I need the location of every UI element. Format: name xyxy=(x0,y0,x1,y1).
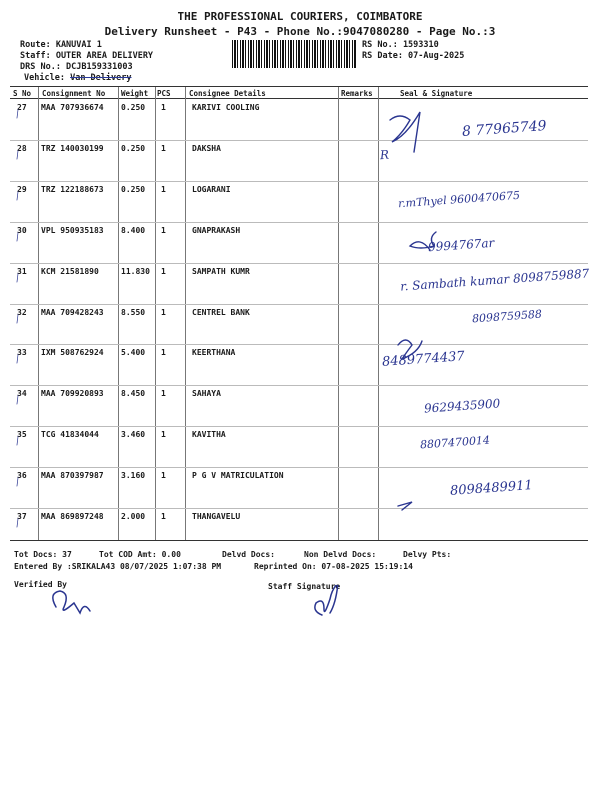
check-mark-icon: / xyxy=(14,272,22,284)
cell-consignment-no: MAA 709428243 xyxy=(41,307,104,317)
cell-pcs: 1 xyxy=(161,103,166,112)
handwritten-signature: R xyxy=(379,147,390,163)
col-divider xyxy=(38,87,39,540)
total-cod-amount: Tot COD Amt: 0.00 xyxy=(99,550,181,559)
cell-consignment-no: TRZ 140030199 xyxy=(41,143,104,153)
col-header-pcs: PCS xyxy=(157,89,171,98)
col-header-signature: Seal & Signature xyxy=(400,89,473,98)
cell-sno: 35 xyxy=(17,430,27,440)
delivered-docs: Delvd Docs: xyxy=(222,550,275,559)
cell-weight: 0.250 xyxy=(121,184,146,194)
table-top-border xyxy=(10,86,588,87)
cell-pcs: 1 xyxy=(161,348,166,358)
handwritten-signature: r. Sambath kumar 8098759887 xyxy=(399,266,590,294)
staff-signature-label: Staff Signature xyxy=(268,582,341,591)
cell-pcs: 1 xyxy=(161,143,166,153)
cell-consignee: KEERTHANA xyxy=(192,348,236,358)
check-mark-icon: / xyxy=(14,149,22,162)
cell-consignment-no: MAA 869897248 xyxy=(41,512,104,521)
cell-pcs: 1 xyxy=(161,307,166,317)
cell-consignee: LOGARANI xyxy=(192,184,231,194)
handwritten-signature: 9994767ar xyxy=(427,235,495,254)
cell-consignment-no: MAA 709920893 xyxy=(41,389,104,399)
cell-weight: 0.250 xyxy=(121,143,146,153)
signature-scribble xyxy=(398,502,412,510)
cell-consignee: DAKSHA xyxy=(192,143,221,153)
vehicle-label: Vehicle: xyxy=(24,73,65,83)
non-delivered-docs: Non Delvd Docs: xyxy=(304,550,377,559)
entered-by: Entered By :SRIKALA43 08/07/2025 1:07:38 PM xyxy=(14,562,222,571)
signature-scribble xyxy=(398,340,422,359)
cell-weight: 8.450 xyxy=(121,389,146,399)
cell-sno: 30 xyxy=(17,225,27,235)
staff: Staff: OUTER AREA DELIVERY xyxy=(20,51,154,61)
route: Route: KANUVAI 1 xyxy=(20,40,102,50)
cell-sno: 31 xyxy=(17,266,27,276)
cell-consignment-no: TRZ 122188673 xyxy=(41,184,104,194)
signature-scribble xyxy=(390,112,420,152)
col-header-remarks: Remarks xyxy=(341,89,373,98)
cell-consignee: SAMPATH KUMR xyxy=(192,266,250,276)
rs-date: RS Date: 07-Aug-2025 xyxy=(362,51,465,61)
cell-sno: 27 xyxy=(17,103,27,112)
check-mark-icon: / xyxy=(14,395,22,407)
cell-consignee: KARIVI COOLING xyxy=(192,103,260,112)
check-mark-icon: / xyxy=(14,313,22,325)
col-divider xyxy=(338,87,339,540)
cell-sno: 36 xyxy=(17,471,27,481)
cell-consignment-no: IXM 508762924 xyxy=(41,348,104,358)
staff-signature xyxy=(302,585,352,623)
table-bottom-border xyxy=(10,540,588,541)
col-header-weight: Weight xyxy=(121,89,149,98)
signature-scribble xyxy=(410,232,436,250)
total-docs: Tot Docs: 37 xyxy=(14,550,72,559)
cell-consignee: CENTREL BANK xyxy=(192,307,250,317)
delivery-points: Delvy Pts: xyxy=(403,550,452,559)
handwritten-signature: 8489774437 xyxy=(381,349,466,371)
cell-sno: 28 xyxy=(17,143,27,153)
cell-consignee: P G V MATRICULATION xyxy=(192,471,284,481)
cell-pcs: 1 xyxy=(161,512,166,521)
verifier-signature xyxy=(40,585,100,620)
cell-consignment-no: TCG 41834044 xyxy=(41,430,99,440)
check-mark-icon: / xyxy=(14,517,22,530)
barcode xyxy=(232,40,357,68)
handwritten-signature: 8807470014 xyxy=(419,433,491,452)
cell-weight: 3.160 xyxy=(121,471,146,481)
cell-consignee: KAVITHA xyxy=(192,430,226,440)
col-header-consignee: Consignee Details xyxy=(189,89,266,98)
cell-consignee: GNAPRAKASH xyxy=(192,225,241,235)
header-bottom-border xyxy=(10,98,588,99)
cell-weight: 8.400 xyxy=(121,225,146,235)
cell-weight: 3.460 xyxy=(121,430,146,440)
cell-pcs: 1 xyxy=(161,471,166,481)
runsheet-subtitle: Delivery Runsheet - P43 - Phone No.:9047080280 - Page No.:3 xyxy=(104,25,496,38)
handwritten-signature: 8098759588 xyxy=(471,307,543,325)
cell-sno: 33 xyxy=(17,348,27,358)
cell-consignment-no: KCM 21581890 xyxy=(41,266,99,276)
company-title: THE PROFESSIONAL COURIERS, COIMBATORE xyxy=(177,10,423,23)
col-divider xyxy=(155,87,156,540)
check-mark-icon: / xyxy=(14,435,22,448)
cell-sno: 32 xyxy=(17,307,27,317)
reprinted-on: Reprinted On: 07-08-2025 15:19:14 xyxy=(254,562,413,571)
drs-number: DRS No.: DCJB159331003 xyxy=(20,62,133,72)
col-header-sno: S No xyxy=(13,89,32,98)
cell-pcs: 1 xyxy=(161,225,166,235)
rs-number: RS No.: 1593310 xyxy=(362,40,439,50)
check-mark-icon: / xyxy=(14,190,22,203)
cell-consignment-no: MAA 870397987 xyxy=(41,471,104,481)
cell-consignment-no: VPL 950935183 xyxy=(41,225,104,235)
cell-pcs: 1 xyxy=(161,389,166,399)
cell-sno: 34 xyxy=(17,389,27,399)
cell-consignee: THANGAVELU xyxy=(192,512,241,521)
check-mark-icon: / xyxy=(14,231,22,243)
cell-sno: 37 xyxy=(17,512,27,521)
vehicle-value: Van Delivery xyxy=(70,73,132,83)
cell-weight: 2.000 xyxy=(121,512,146,521)
cell-weight: 11.830 xyxy=(121,266,150,276)
col-divider xyxy=(185,87,186,540)
check-mark-icon: / xyxy=(14,476,22,489)
handwritten-signature: 8098489911 xyxy=(449,478,534,499)
check-mark-icon: / xyxy=(14,354,22,366)
vehicle xyxy=(24,73,132,83)
cell-pcs: 1 xyxy=(161,430,166,440)
handwritten-signature: 8 77965749 xyxy=(461,118,548,140)
verified-by-label: Verified By xyxy=(14,580,67,589)
cell-weight: 8.550 xyxy=(121,307,146,317)
cell-weight: 0.250 xyxy=(121,103,146,112)
cell-consignment-no: MAA 707936674 xyxy=(41,103,104,112)
col-divider xyxy=(118,87,119,540)
cell-consignee: SAHAYA xyxy=(192,389,221,399)
check-mark-icon: / xyxy=(14,108,22,121)
cell-sno: 29 xyxy=(17,184,27,194)
signature-strokes xyxy=(378,100,590,540)
handwritten-signature: 9629435900 xyxy=(423,396,501,416)
handwritten-signature: r.mThyel 9600470675 xyxy=(397,188,521,211)
cell-pcs: 1 xyxy=(161,266,166,276)
cell-weight: 5.400 xyxy=(121,348,146,358)
col-header-consignment: Consignment No xyxy=(42,89,106,98)
cell-pcs: 1 xyxy=(161,184,166,194)
